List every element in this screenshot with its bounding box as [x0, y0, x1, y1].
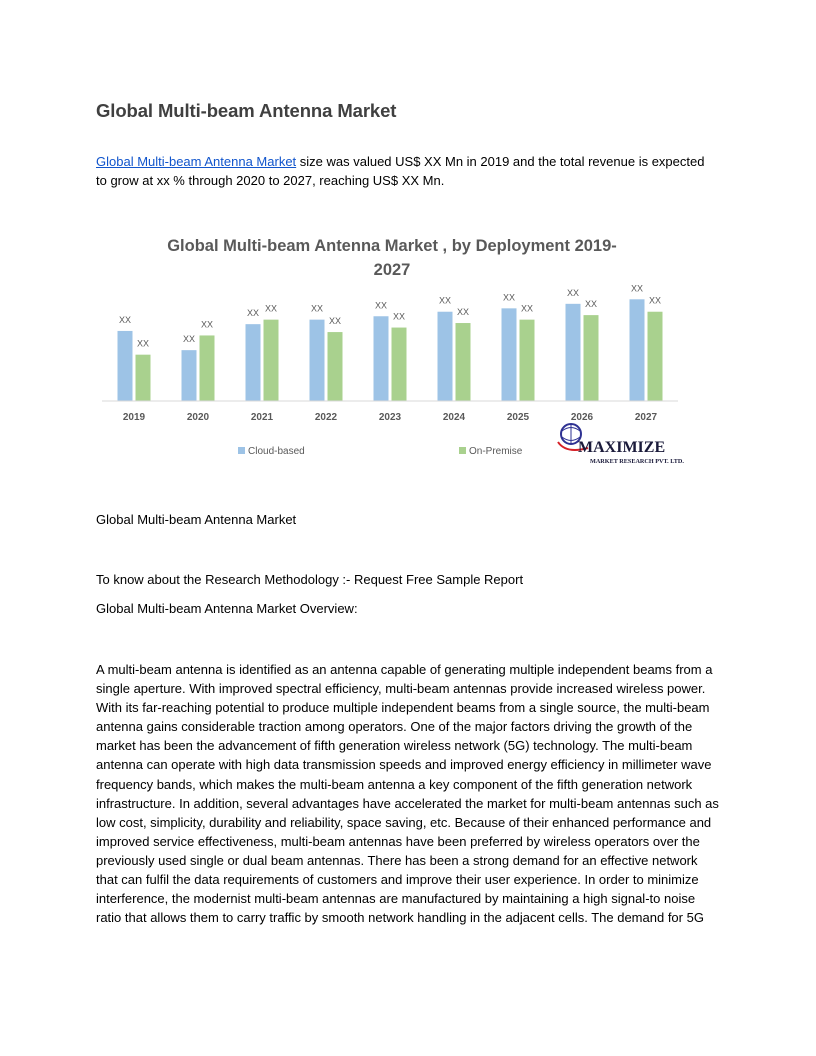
- bar-on-premise-2023: [392, 328, 407, 401]
- legend-label-cloud-based: Cloud-based: [248, 446, 305, 457]
- x-tick-2026: 2026: [570, 412, 594, 423]
- x-tick-2021: 2021: [250, 412, 274, 423]
- bar-cloud-based-2023: [374, 316, 389, 401]
- bar-cloud-based-2020: [182, 350, 197, 401]
- chart-x-ticks: [123, 412, 658, 423]
- legend-swatch-cloud-based: [238, 447, 245, 454]
- data-label-on-premise-2023: XX: [392, 311, 406, 322]
- data-label-cloud-based-2025: XX: [502, 292, 516, 303]
- logo-sub-text: MARKET RESEARCH PVT. LTD.: [590, 458, 684, 465]
- bar-cloud-based-2024: [438, 312, 453, 401]
- market-report-link[interactable]: Global Multi-beam Antenna Market: [96, 154, 297, 169]
- methodology-line: To know about the Research Methodology :- Request Free Sample Report: [96, 572, 524, 587]
- legend-label-on-premise: On-Premise: [469, 446, 523, 457]
- data-label-cloud-based-2026: XX: [566, 287, 580, 298]
- x-tick-2024: 2024: [442, 412, 466, 423]
- data-label-on-premise-2020: XX: [200, 319, 214, 330]
- logo-main-text: MAXIMIZE: [578, 439, 666, 456]
- data-label-on-premise-2024: XX: [456, 307, 470, 318]
- data-label-cloud-based-2023: XX: [374, 300, 388, 311]
- x-tick-2022: 2022: [314, 412, 338, 423]
- bar-on-premise-2021: [264, 320, 279, 401]
- x-tick-2027: 2027: [634, 412, 658, 423]
- data-label-on-premise-2027: XX: [648, 295, 662, 306]
- data-label-on-premise-2025: XX: [520, 303, 534, 314]
- chart-caption: Global Multi-beam Antenna Market: [96, 512, 297, 527]
- overview-body-text: A multi-beam antenna is identified as an antenna capable of generating multiple independent beams from a single aperture. With improved spectral efficiency, multi-beam antennas provide increased wireless power. With its far-reaching potential to produce multiple independent beams from a single source, the multi-beam antenna gains considerable traction among operators. One of the major factors driving the growth of the market has been the advancement of fifth generation wireless network (5G) technology. The multi-beam antenna can operate with high data transmission speeds and improved energy efficiency in millimeter wave frequency bands, which makes the multi-beam antenna a key component of the fifth generation network infrastructure. In addition, several advantages have accelerated the market for multi-beam antennas such as low cost, simplicity, durability and reliability, space saving, etc. Because of their enhanced performance and improved service effectiveness, multi-beam antennas have been preferred by wireless operators over the previously used single or dual beam antennas. There has been a strong demand for an effective network that can fulfil the data requirements of customers and improve their user experience. In order to minimize interference, the modernist multi-beam antennas are manufactured by maintaining a high signal-to noise ratio that allows them to carry traffic by smooth network handling in the adjacent cells. The demand for 5G: [96, 662, 719, 926]
- overview-heading: Global Multi-beam Antenna Market Overview:: [96, 601, 358, 616]
- bar-cloud-based-2019: [118, 331, 133, 401]
- data-label-on-premise-2026: XX: [584, 299, 598, 310]
- intro-text: size was valued US$ XX Mn in 2019 and the total revenue is expected to grow at xx % through 2020 to 2027, reaching US$ XX Mn.: [96, 154, 705, 188]
- data-label-cloud-based-2027: XX: [630, 283, 644, 294]
- data-label-on-premise-2019: XX: [136, 338, 150, 349]
- bar-on-premise-2027: [648, 312, 663, 401]
- bar-on-premise-2022: [328, 332, 343, 401]
- bar-cloud-based-2027: [630, 299, 645, 401]
- data-label-cloud-based-2024: XX: [438, 295, 452, 306]
- bar-on-premise-2020: [200, 335, 215, 401]
- chart-bars: [118, 283, 663, 401]
- bar-on-premise-2024: [456, 323, 471, 401]
- bar-on-premise-2019: [136, 355, 151, 401]
- data-label-cloud-based-2021: XX: [246, 308, 260, 319]
- bar-on-premise-2026: [584, 315, 599, 401]
- x-tick-2019: 2019: [122, 412, 146, 423]
- data-label-cloud-based-2019: XX: [118, 314, 132, 325]
- legend-swatch-on-premise: [459, 447, 466, 454]
- data-label-on-premise-2021: XX: [264, 303, 278, 314]
- chart-title-line1: Global Multi-beam Antenna Market , by Deployment 2019-: [167, 237, 617, 255]
- deployment-bar-chart: [96, 228, 708, 478]
- data-label-cloud-based-2020: XX: [182, 334, 196, 345]
- bar-on-premise-2025: [520, 320, 535, 401]
- chart-legend: [238, 446, 523, 457]
- data-label-on-premise-2022: XX: [328, 316, 342, 327]
- intro-paragraph: [96, 152, 716, 190]
- bar-cloud-based-2025: [502, 308, 517, 401]
- page-title: Global Multi-beam Antenna Market: [96, 100, 397, 121]
- maximize-logo: [558, 424, 684, 465]
- bar-cloud-based-2022: [310, 320, 325, 401]
- x-tick-2020: 2020: [186, 412, 210, 423]
- data-label-cloud-based-2022: XX: [310, 303, 324, 314]
- x-tick-2025: 2025: [506, 412, 530, 423]
- x-tick-2023: 2023: [378, 412, 402, 423]
- bar-cloud-based-2021: [246, 324, 261, 401]
- bar-cloud-based-2026: [566, 304, 581, 401]
- chart-title-line2: 2027: [373, 261, 411, 279]
